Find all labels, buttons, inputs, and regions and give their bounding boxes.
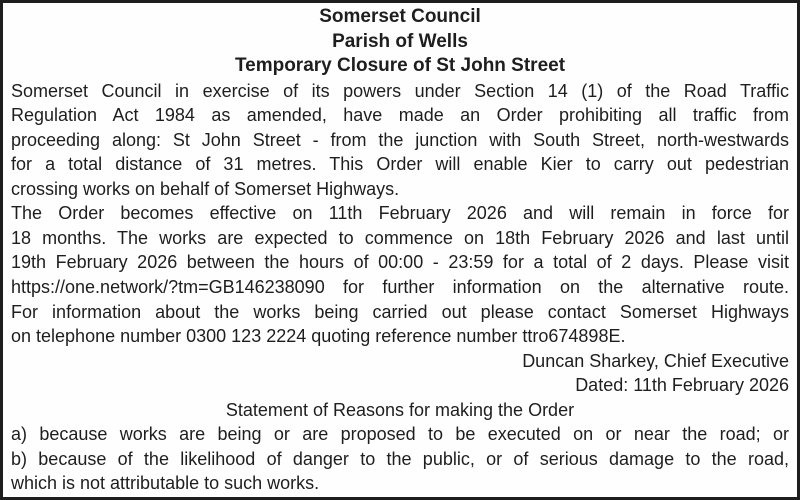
- order-paragraph-line-2: Regulation Act 1984 as amended, have made an Order prohibiting all traffic from: [11, 105, 789, 126]
- notice-authority: Somerset Council: [319, 6, 481, 27]
- dated-line: Dated: 11th February 2026: [575, 375, 789, 396]
- order-paragraph-line-1: Somerset Council in exercise of its powers under Section 14 (1) of the Road Traffic: [11, 80, 789, 101]
- reasons-heading: Statement of Reasons for making the Order: [225, 399, 575, 420]
- order-paragraph-line-3: proceeding along: St John Street - from the junction with South Street, north-westwards: [11, 129, 789, 150]
- effective-paragraph-line-1: The Order becomes effective on 11th February 2026 and will remain in force for: [11, 203, 789, 224]
- contact-paragraph-line-2-reference-number: on telephone number 0300 123 2224 quoting reference number ttro674898E.: [11, 326, 626, 347]
- reason-b-line-1: b) because of the likelihood of danger to the public, or of serious damage to the road,: [11, 448, 789, 469]
- contact-paragraph-line-1: For information about the works being carried out please contact Somerset Highways: [11, 301, 789, 322]
- notice-parish: Parish of Wells: [332, 30, 468, 52]
- signature-line: Duncan Sharkey, Chief Executive: [522, 350, 789, 371]
- reason-b-line-2: which is not attributable to such works.: [11, 473, 320, 494]
- order-paragraph-line-5: crossing works on behalf of Somerset Highways.: [11, 178, 400, 199]
- order-paragraph-line-4: for a total distance of 31 metres. This Order will enable Kier to carry out pedestrian: [11, 154, 789, 175]
- notice-title: Temporary Closure of St John Street: [234, 55, 566, 77]
- reason-a-line: a) because works are being or are proposed to be executed on or near the road; or: [11, 424, 789, 445]
- effective-paragraph-line-4-alternative-route-url: https://one.network/?tm=GB146238090 for further information on the alternative route.: [11, 277, 789, 298]
- effective-paragraph-line-2: 18 months. The works are expected to commence on 18th February 2026 and last until: [11, 227, 789, 248]
- effective-paragraph-line-3: 19th February 2026 between the hours of 00:00 - 23:59 for a total of 2 days. Please visit: [11, 252, 789, 273]
